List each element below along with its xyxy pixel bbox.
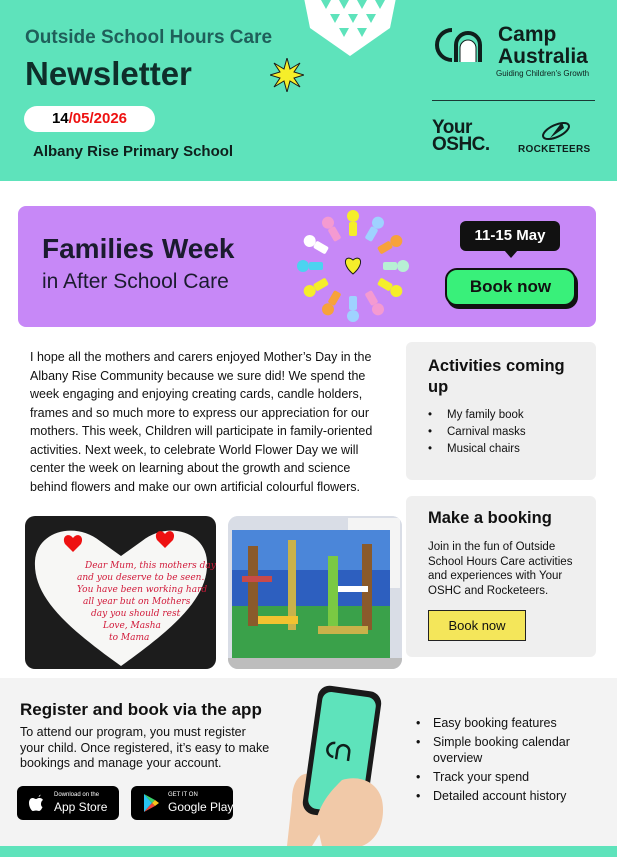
rocketeers-wordmark: ROCKETEERS — [518, 144, 591, 155]
ca-logo-icon — [430, 24, 494, 66]
newsletter-subtitle: Outside School Hours Care — [25, 27, 273, 48]
newsletter-title: Newsletter — [25, 55, 192, 92]
rocket-icon — [518, 118, 598, 144]
newsletter-date — [24, 106, 155, 132]
banner-title: Families Week — [42, 233, 235, 264]
mothers-day-card-photo — [25, 516, 216, 669]
footer-body: To attend our program, you must register your child. Once registered, it’s easy to make bookings and manage your account. — [20, 725, 270, 770]
activities-list — [428, 407, 526, 458]
app-store-button[interactable] — [17, 786, 119, 820]
card-handwriting-line: and you deserve to be seen. — [77, 573, 205, 583]
heart-card-illustration — [25, 516, 216, 669]
brand-tagline: Guiding Children's Growth — [496, 69, 590, 78]
lego-mosaic-photo — [228, 516, 402, 669]
school-name: Albany Rise Primary School — [33, 143, 234, 160]
list-item: • Detailed account history — [416, 789, 596, 805]
card-handwriting-line: day you should rest — [91, 609, 181, 619]
card-handwriting-line: You have been working hard — [77, 585, 208, 595]
date-month-year: /05/2026 — [68, 110, 128, 127]
booking-body: Join in the fun of Outside School Hours Care activities and experiences with Your OSHC and Rocketeers. — [428, 541, 573, 597]
triangle-pattern-badge — [290, 0, 410, 58]
newsletter-header — [0, 0, 617, 181]
banner-subtitle: in After School Care — [42, 270, 229, 293]
list-item: • Easy booking features — [416, 716, 596, 732]
brand-name: Camp Australia — [498, 23, 588, 68]
app-features-list — [416, 716, 596, 808]
families-week-banner — [18, 206, 596, 327]
google-play-button[interactable] — [131, 786, 233, 820]
list-item: • Track your spend — [416, 770, 596, 786]
sun-burst-icon — [270, 58, 304, 92]
figure — [347, 210, 359, 236]
footer-accent-bar — [0, 846, 617, 857]
activities-card — [406, 342, 596, 480]
activities-heading: Activities coming up — [428, 357, 565, 396]
book-now-button[interactable]: Book now — [428, 610, 526, 641]
intro-paragraph: I hope all the mothers and carers enjoyed Mother’s Day in the Albany Rise Community because we sure did! We spend the week engaging and enjoying creating cards, candle holders, frames and so much more to express our appreciation for our mothers. This week, Children will participate in family-oriented activities. Next week, to celebrate World Flower Day we will center the week on learning about the growth and science behind flowers and make our own artificial colourful flowers. — [30, 350, 373, 494]
hand-holding-phone-illustration — [282, 680, 392, 846]
header-divider — [432, 100, 595, 101]
rocketeers-logo — [518, 118, 598, 156]
card-handwriting-line: all year but on Mothers — [83, 597, 191, 607]
list-item: • My family book — [428, 407, 526, 424]
google-play-icon — [140, 792, 162, 814]
google-play-small-label: GET IT ON — [168, 792, 198, 798]
booking-heading: Make a booking — [428, 509, 552, 527]
families-week-book-now-button[interactable]: Book now — [445, 268, 576, 306]
app-store-small-label: Download on the — [54, 792, 100, 798]
app-footer — [0, 678, 617, 846]
your-oshc-logo: Your OSHC. — [432, 117, 490, 155]
paper-people-ring-illustration — [283, 206, 423, 327]
card-handwriting-line: Love, Masha — [103, 621, 161, 631]
apple-icon — [26, 792, 48, 814]
list-item: • Simple booking calendar overview — [416, 735, 596, 766]
google-play-big-label: Google Play — [168, 800, 234, 814]
banner-dates: 11-15 May — [460, 221, 560, 251]
list-item: • Musical chairs — [428, 441, 526, 458]
date-day: 14 — [51, 110, 69, 127]
card-handwriting-line: Dear Mum, this mothers day — [85, 561, 216, 571]
list-item: • Carnival masks — [428, 424, 526, 441]
lego-mosaic-illustration — [228, 516, 402, 669]
app-store-big-label: App Store — [54, 800, 108, 814]
booking-card — [406, 496, 596, 657]
footer-title: Register and book via the app — [20, 700, 262, 719]
card-handwriting-line: to Mama — [109, 633, 150, 643]
camp-australia-logo — [430, 24, 600, 84]
